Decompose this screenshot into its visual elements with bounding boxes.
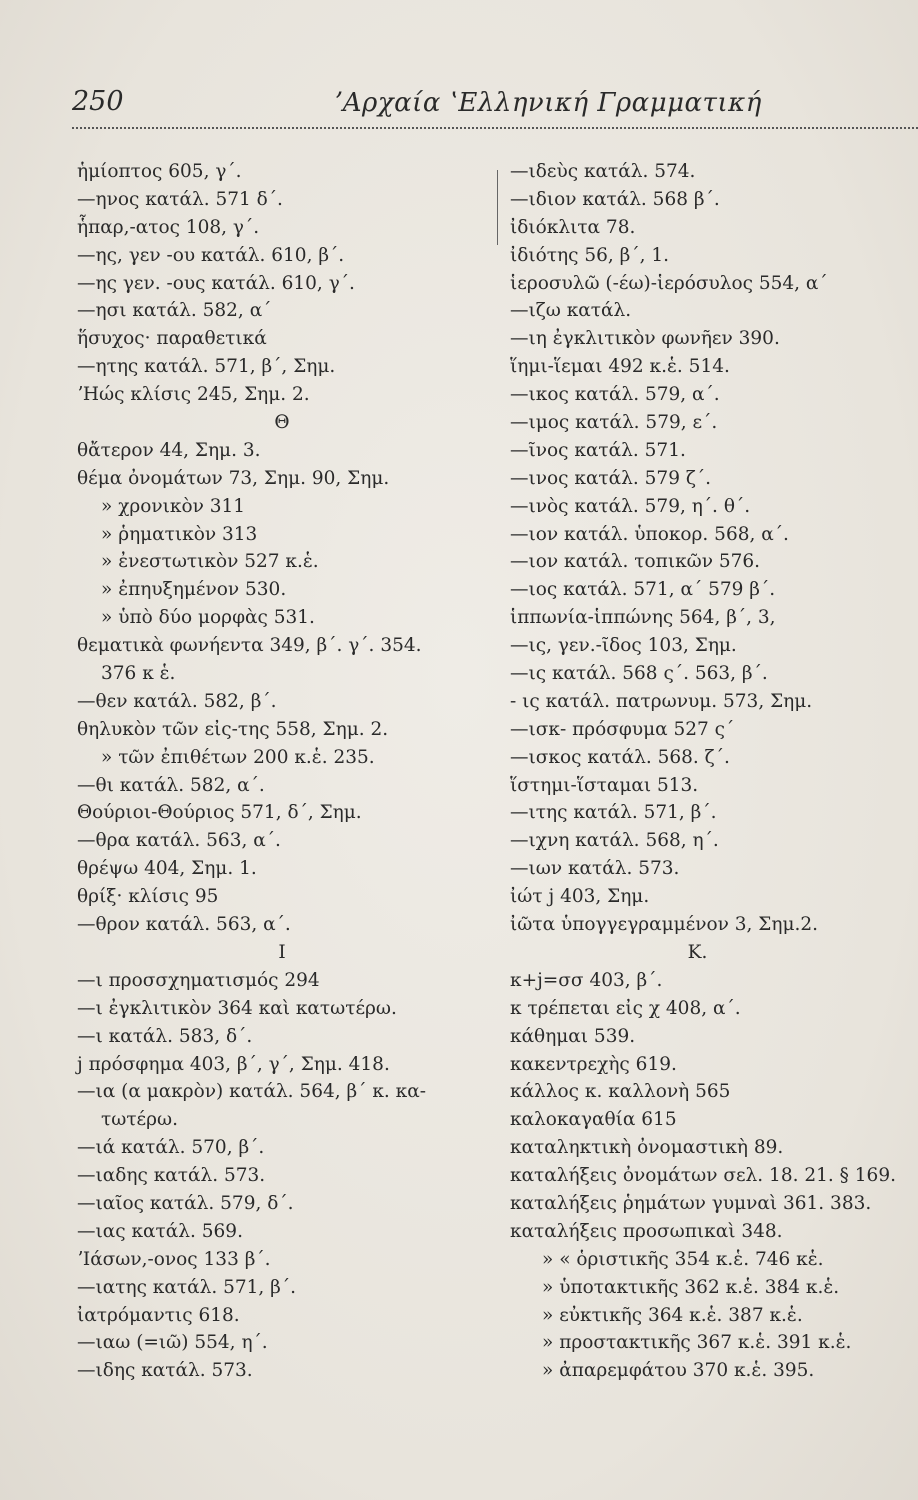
index-entry: —ισκ- πρόσφυμα 527 ς΄ bbox=[510, 718, 735, 740]
index-entry: —ιατης κατάλ. 571, β΄. bbox=[77, 1276, 296, 1298]
index-entry: —ιαῖος κατάλ. 579, δ΄. bbox=[77, 1192, 294, 1214]
index-subentry: » τῶν ἐπιθέτων 200 κ.ἑ. 235. bbox=[101, 746, 375, 768]
index-entry: —ιμος κατάλ. 579, ε΄. bbox=[510, 412, 718, 434]
right-column bbox=[510, 158, 910, 1385]
index-entry: —ιον κατάλ. τοπικῶν 576. bbox=[510, 551, 761, 573]
index-entry: —ῖνος κατάλ. 571. bbox=[510, 439, 686, 461]
index-entry: ἧπαρ,-ατος 108, γ΄. bbox=[77, 216, 260, 238]
index-entry: κάθημαι 539. bbox=[510, 1025, 636, 1047]
index-subentry: » ἀπαρεμφάτου 370 κ.ἑ. 395. bbox=[542, 1360, 815, 1382]
index-entry: j πρόσφημα 403, β΄, γ΄, Σημ. 418. bbox=[77, 1053, 390, 1075]
index-entry: —ης γεν. -ους κατάλ. 610, γ΄. bbox=[77, 272, 355, 294]
index-entry: καταλήξεις ῥημάτων γυμναὶ 361. 383. bbox=[510, 1192, 872, 1214]
index-entry: ἰδιότης 56, β΄, 1. bbox=[510, 244, 670, 266]
header-rule bbox=[72, 127, 918, 129]
index-entry: —ιας κατάλ. 569. bbox=[77, 1220, 243, 1242]
index-entry: ʼΗώς κλίσις 245, Σημ. 2. bbox=[77, 384, 310, 406]
index-entry: καταλήξεις προσωπικαὶ 348. bbox=[510, 1220, 783, 1242]
section-letter: Θ bbox=[274, 412, 290, 434]
index-entry: —ηνος κατάλ. 571 δ΄. bbox=[77, 188, 283, 210]
index-entry: —θεν κατάλ. 582, β΄. bbox=[77, 690, 277, 712]
index-subentry: » προστακτικῆς 367 κ.ἑ. 391 κ.ἑ. bbox=[542, 1332, 852, 1354]
index-entry: ἰδιόκλιτα 78. bbox=[510, 216, 636, 238]
index-entry: ἱεροσυλῶ (-έω)-ἱερόσυλος 554, α΄ bbox=[510, 272, 828, 294]
index-entry: —ινὸς κατάλ. 579, η΄. θ΄. bbox=[510, 495, 751, 517]
index-entry: καταλήξεις ὀνομάτων σελ. 18. 21. § 169. bbox=[510, 1165, 896, 1187]
index-subentry: » ὑποτακτικῆς 362 κ.ἑ. 384 κ.ἑ. bbox=[542, 1276, 840, 1298]
index-entry: Θούριοι-Θούριος 571, δ΄, Σημ. bbox=[77, 802, 362, 824]
index-entry: —ιος κατάλ. 571, α΄ 579 β΄. bbox=[510, 579, 776, 601]
index-entry: θρίξ· κλίσις 95 bbox=[77, 886, 219, 908]
index-entry: καταληκτικὴ ὀνομαστικὴ 89. bbox=[510, 1137, 784, 1159]
left-column bbox=[77, 158, 477, 1385]
index-entry: κ τρέπεται εἰς χ 408, α΄. bbox=[510, 997, 741, 1019]
index-entry: —ις, γεν.-ῖδος 103, Σημ. bbox=[510, 635, 737, 657]
index-subentry: » ἐπηυξημένον 530. bbox=[101, 579, 287, 601]
index-entry: —ης, γεν -ου κατάλ. 610, β΄. bbox=[77, 244, 345, 266]
index-subentry: » « ὁριστικῆς 354 κ.ἑ. 746 κἑ. bbox=[542, 1248, 824, 1270]
index-entry: —θρα κατάλ. 563, α΄. bbox=[77, 830, 281, 852]
index-entry: —ι ἐγκλιτικὸν 364 καὶ κατωτέρω. bbox=[77, 997, 397, 1019]
index-entry: κάλλος κ. καλλονὴ 565 bbox=[510, 1081, 731, 1103]
index-entry: —ιαδης κατάλ. 573. bbox=[77, 1165, 266, 1187]
index-entry: —ις κατάλ. 568 ς΄. 563, β΄. bbox=[510, 663, 768, 685]
index-entry: —ιαω (=ιῶ) 554, η΄. bbox=[77, 1332, 268, 1354]
section-letter: Κ. bbox=[687, 941, 708, 963]
index-entry: —ικος κατάλ. 579, α΄. bbox=[510, 384, 720, 406]
index-entry: —ιδης κατάλ. 573. bbox=[77, 1360, 253, 1382]
index-entry: ἰατρόμαντις 618. bbox=[77, 1304, 240, 1326]
index-continuation: 376 κ ἑ. bbox=[101, 663, 176, 685]
index-entry: θέμα ὀνομάτων 73, Σημ. 90, Σημ. bbox=[77, 467, 390, 489]
index-subentry: » ῥηματικὸν 313 bbox=[101, 523, 258, 545]
index-entry: καλοκαγαθία 615 bbox=[510, 1109, 677, 1131]
column-divider bbox=[497, 170, 498, 245]
index-entry: ἰώτ j 403, Σημ. bbox=[510, 886, 650, 908]
index-entry: —ησι κατάλ. 582, α΄ bbox=[77, 300, 272, 322]
section-letter: Ι bbox=[278, 941, 286, 963]
index-entry: —ιά κατάλ. 570, β΄. bbox=[77, 1137, 265, 1159]
index-entry: —ιτης κατάλ. 571, β΄. bbox=[510, 802, 717, 824]
index-entry: —ισκος κατάλ. 568. ζ΄. bbox=[510, 746, 730, 768]
page-header bbox=[72, 86, 918, 126]
page-number: 250 bbox=[72, 86, 124, 117]
index-entry: ἥσυχος· παραθετικά bbox=[77, 328, 267, 350]
index-subentry: » ὑπὸ δύο μορφὰς 531. bbox=[101, 607, 315, 629]
index-entry: —ινος κατάλ. 579 ζ΄. bbox=[510, 467, 711, 489]
index-entry: —ιη ἐγκλιτικὸν φωνῆεν 390. bbox=[510, 328, 780, 350]
index-subentry: » εὐκτικῆς 364 κ.ἑ. 387 κ.ἑ. bbox=[542, 1304, 803, 1326]
index-entry: —ια (α μακρὸν) κατάλ. 564, β΄ κ. κα- bbox=[77, 1081, 426, 1103]
index-entry: ἰῶτα ὑπογγεγραμμένον 3, Σημ.2. bbox=[510, 914, 819, 936]
index-entry: θεματικὰ φωνήεντα 349, β΄. γ΄. 354. bbox=[77, 635, 422, 657]
index-entry: - ις κατάλ. πατρωνυμ. 573, Σημ. bbox=[510, 690, 813, 712]
index-entry: κ+j=σσ 403, β΄. bbox=[510, 969, 663, 991]
index-entry: θρέψω 404, Σημ. 1. bbox=[77, 858, 257, 880]
index-entry: —ιων κατάλ. 573. bbox=[510, 858, 680, 880]
index-subentry: » ἐνεστωτικὸν 527 κ.ἑ. bbox=[101, 551, 319, 573]
index-entry: ἱππωνία-ἱππώνης 564, β΄, 3, bbox=[510, 607, 776, 629]
index-subentry: » χρονικὸν 311 bbox=[101, 495, 246, 517]
index-entry: ʼΙάσων,-ονος 133 β΄. bbox=[77, 1248, 271, 1270]
index-entry: ἡμίοπτος 605, γ΄. bbox=[77, 161, 242, 182]
index-entry: ἵστημι-ἵσταμαι 513. bbox=[510, 774, 699, 796]
index-entry: —ι κατάλ. 583, δ΄. bbox=[77, 1025, 253, 1047]
index-entry: —θι κατάλ. 582, α΄. bbox=[77, 774, 265, 796]
index-entry: —ι προσσχηματισμός 294 bbox=[77, 969, 320, 991]
index-entry: ἵημι-ἵεμαι 492 κ.ἑ. 514. bbox=[510, 356, 730, 378]
running-title: ʼΑρχαία ʽΕλληνική Γραμματική bbox=[334, 88, 762, 118]
index-entry: κακεντρεχὴς 619. bbox=[510, 1053, 677, 1075]
index-entry: —ιχνη κατάλ. 568, η΄. bbox=[510, 830, 719, 852]
index-entry: θηλυκὸν τῶν εἰς-της 558, Σημ. 2. bbox=[77, 718, 389, 740]
index-entry: —ητης κατάλ. 571, β΄, Σημ. bbox=[77, 356, 336, 378]
index-entry: —ιδεὺς κατάλ. 574. bbox=[510, 161, 696, 182]
index-entry: —ιδιον κατάλ. 568 β΄. bbox=[510, 188, 720, 210]
index-entry: —ιζω κατάλ. bbox=[510, 300, 632, 322]
index-entry: —ιον κατάλ. ὑποκορ. 568, α΄. bbox=[510, 523, 789, 545]
index-continuation: τωτέρω. bbox=[101, 1109, 178, 1131]
index-entry: θἄτερον 44, Σημ. 3. bbox=[77, 439, 261, 461]
index-entry: —θρον κατάλ. 563, α΄. bbox=[77, 914, 291, 936]
